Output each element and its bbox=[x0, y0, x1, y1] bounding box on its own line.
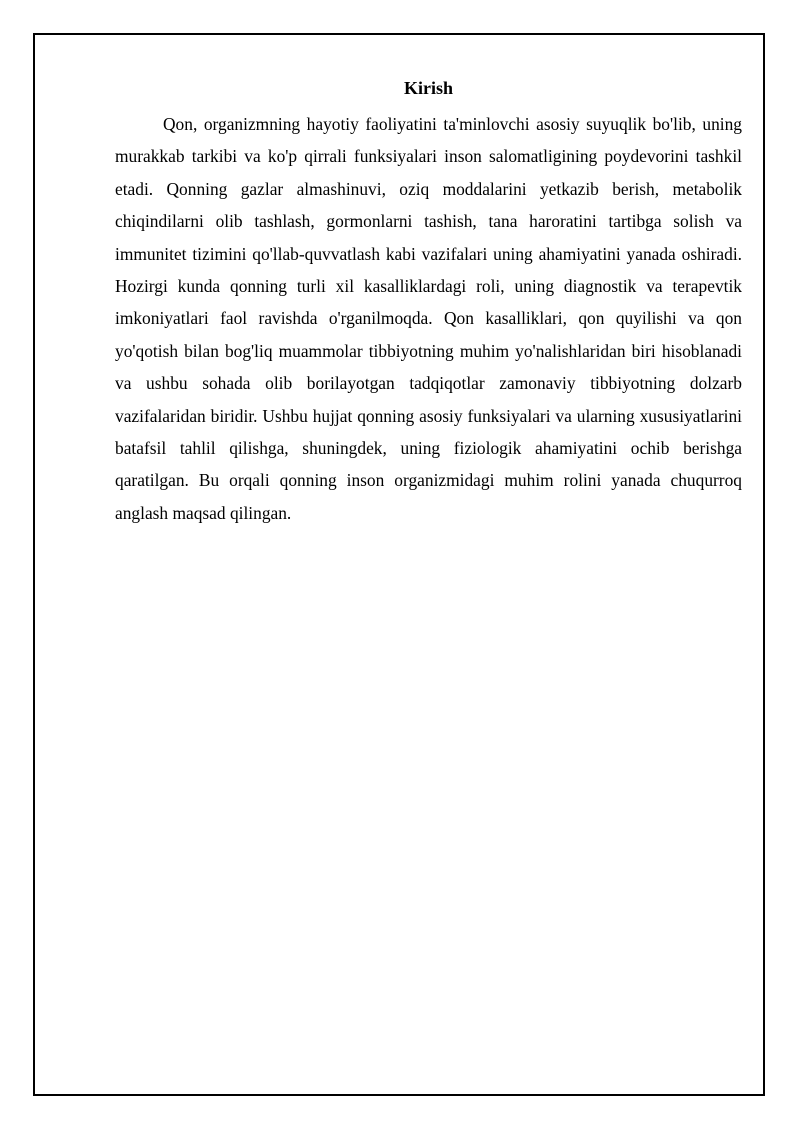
document-body bbox=[115, 74, 742, 529]
intro-paragraph: Qon, organizmning hayotiy faoliyatini ta'minlovchi asosiy suyuqlik bo'lib, uning murakkab tarkibi va ko'p qirrali funksiyalari inson salomatligining poydevorini tashkil etadi. Qonning gazlar almashinuvi, oziq moddalarini yetkazib berish, metabolik chiqindilarni olib tashlash, gormonlarni tashish, tana haroratini tartibga solish va immunitet tizimini qo'llab-quvvatlash kabi vazifalari uning ahamiyatini yanada oshiradi. Hozirgi kunda qonning turli xil kasalliklardagi roli, uning diagnostik va terapevtik imkoniyatlari faol ravishda o'rganilmoqda. Qon kasalliklari, qon quyilishi va qon yo'qotish bilan bog'liq muammolar tibbiyotning muhim yo'nalishlaridan biri hisoblanadi va ushbu sohada olib borilayotgan tadqiqotlar zamonaviy tibbiyotning dolzarb vazifalaridan biridir. Ushbu hujjat qonning asosiy funksiyalari va ularning xususiyatlarini batafsil tahlil qilishga, shuningdek, uning fiziologik ahamiyatini ochib berishga qaratilgan. Bu orqali qonning inson organizmidagi muhim rolini yanada chuqurroq anglash maqsad qilingan. bbox=[115, 114, 742, 523]
page-title: Kirish bbox=[403, 78, 453, 98]
